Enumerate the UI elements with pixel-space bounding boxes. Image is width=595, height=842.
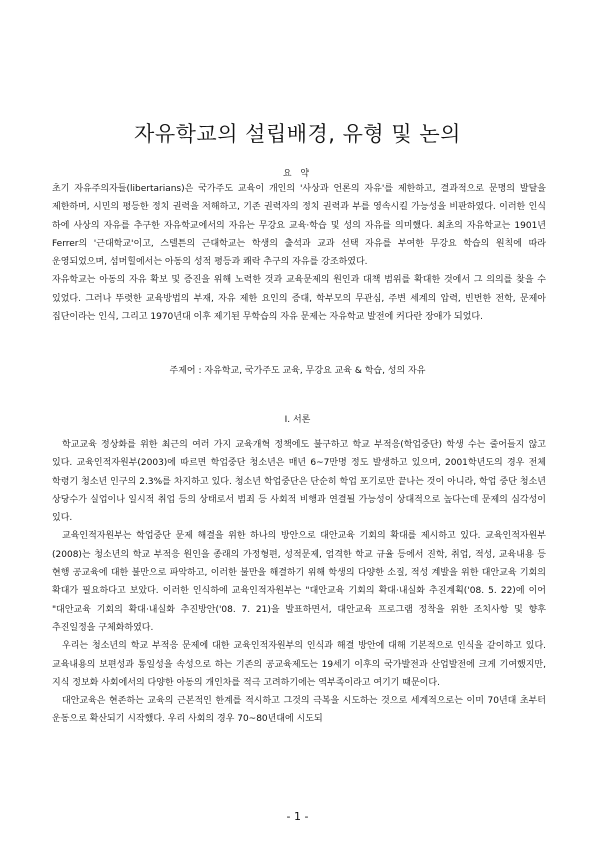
section-heading-introduction: I. 서론 — [284, 415, 311, 425]
body-paragraph: 교육인적자원부는 학업중단 문제 해결을 위한 하나의 방안으로 대안교육 기회의 확대를 제시하고 있다. 교육인적자원부(2008)는 청소년의 학교 부적응 원인을 종래의 가정형편, 성적문제, 엄격한 학교 규율 등에서 진학, 취업, 적성, 교육내용 등 현행 공교육에 대한 불만으로 파악하고, 이러한 불만을 해결하기 위해 학생의 다양한 소질, 적성 계발을 위한 대안교육 기회의 확대가 필요하다고 보았다. 이러한 인식하에 교육인적자원부는 "대안교육 기회의 확대·내실화 추진계획('08. 5. 22)에 이어 "대안교육 기회의 확대·내실화 추진방안('08. 7. 21)을 발표하면서, 대안교육 프로그램 정착을 위한 조치사항 및 향후 추진일정을 구체화하였다. — [52, 531, 546, 633]
body-paragraph: 학교교육 정상화를 위한 최근의 여러 가지 교육개혁 정책에도 불구하고 학교 부적응(학업중단) 학생 수는 줄어들지 않고 있다. 교육인적자원부(2003)에 따르면 학업중단 청소년은 매년 6~7만명 정도 발생하고 있으며, 2001학년도의 경우 전체 학령기 청소년 인구의 2.3%를 차지하고 있다. 청소년 학업중단은 단순히 학업 포기로만 끝나는 것이 아니라, 학업 중단 청소년 상당수가 실업이나 일시적 취업 등의 상태로서 범죄 등 사회적 비행과 연결될 가능성이 상대적으로 높다는데 문제의 심각성이 있다. — [52, 440, 546, 524]
body-paragraph: 우리는 청소년의 학교 부적응 문제에 대한 교육인적자원부의 인식과 해결 방안에 대해 기본적으로 인식을 같이하고 있다. 교육내용의 보편성과 통일성을 속성으로 하는 기존의 공교육제도는 19세기 이후의 국가발전과 산업발전에 크게 기여했지만, 지식 정보화 사회에서의 다양한 아동의 개인차를 적극 고려하기에는 역부족이라고 여기기 때문이다. — [52, 641, 546, 688]
abstract-heading: 요 약 — [282, 169, 313, 179]
page-number: - 1 - — [286, 810, 309, 823]
body-paragraph: 대안교육은 현존하는 교육의 근본적인 한계를 적시하고 그것의 극복을 시도하는 것으로 세계적으로는 이미 70년대 초부터 운동으로 확산되기 시작했다. 우리 사회의 경우 70~80년대에 시도되 — [52, 696, 546, 725]
keywords-line: 주제어 : 자유학교, 국가주도 교육, 무강요 교육 & 학습, 성의 자유 — [169, 366, 426, 376]
abstract-paragraph: 자유학교는 아동의 자유 확보 및 증진을 위해 노력한 것과 교육문제의 원인과 대책 범위를 확대한 것에서 그 의의를 찾을 수 있었다. 그러나 뚜렷한 교육방법의 부재, 자유 제한 요인의 증대, 학부모의 무관심, 주변 세계의 압력, 빈번한 전학, 문제아 집단이라는 인식, 그리고 1970년대 이후 제기된 무학습의 자유 문제는 자유학교 발전에 커다란 장애가 되었다. — [52, 275, 546, 323]
introduction-body — [52, 436, 546, 729]
abstract-body — [52, 180, 546, 326]
abstract-paragraph: 초기 자유주의자들(libertarians)은 국가주도 교육이 개인의 '사상과 언론의 자유'를 제한하고, 결과적으로 문명의 발달을 제한하며, 시민의 평등한 정치 권력을 저해하고, 기존 권력자의 정치 권력과 부를 영속시킬 가능성을 비판하였다. 이러한 인식 하에 사상의 자유를 추구한 자유학교에서의 자유는 무강요 교육·학습 및 성의 자유를 의미했다. 최초의 자유학교는 1901년 Ferrer의 '근대학교'이고, 스텔튼의 근대학교는 학생의 출석과 교과 선택 자유를 부여한 무강요 학습의 원칙에 따라 운영되었으며, 섬머힐에서는 아동의 성적 평등과 쾌락 추구의 자유를 강조하였다. — [52, 184, 546, 268]
paper-title: 자유학교의 설립배경, 유형 및 논의 — [134, 122, 461, 147]
